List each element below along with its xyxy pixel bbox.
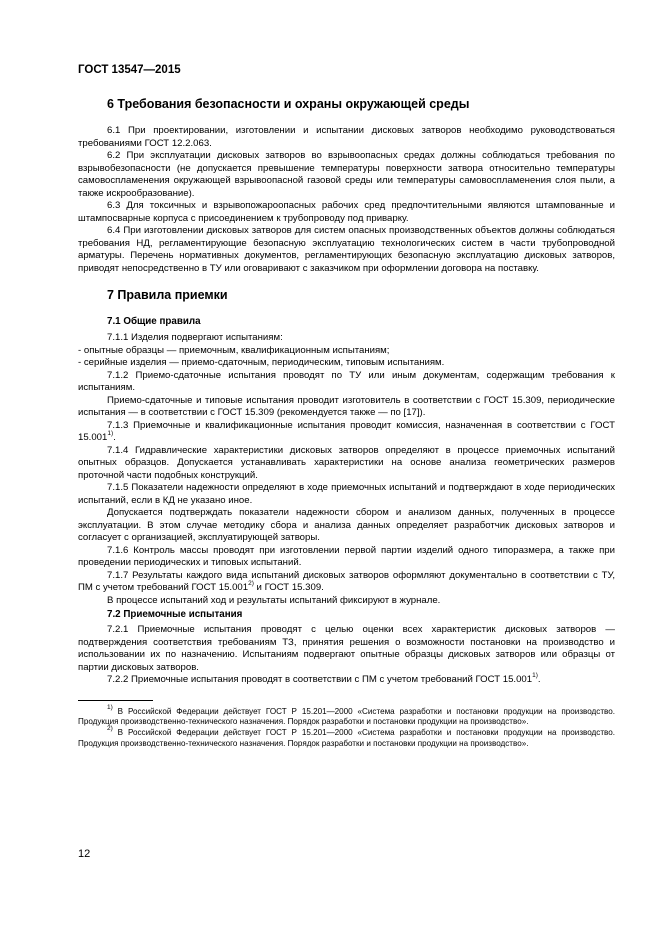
footnote-1 [78,703,615,729]
paragraph-7-1-3-text: 7.1.3 Приемочные и квалификационные испытания проводит комиссия, назначенная в соответствии с ГОСТ 15.001 [78,419,615,443]
paragraph-7-1-1: 7.1.1 Изделия подвергают испытаниям: [107,332,283,343]
footnote-2 [78,725,615,750]
footnote-1-mark: 1) [107,703,113,711]
section-7-heading: 7 Правила приемки [107,288,228,302]
footnote-1-text: В Российской Федерации действует ГОСТ Р 15.201—2000 «Система разработки и постановки продукции на производство. Продукция производственно-технического назначения. Порядок разработки и постановки продукции на производство». [78,706,615,727]
footnote-2-text: В Российской Федерации действует ГОСТ Р 15.201—2000 «Система разработки и постановки продукции на производство. Продукция производственно-технического назначения. Порядок разработки и постановки продукции на производство». [78,728,615,748]
paragraph-7-2-2 [78,671,615,687]
paragraph-7-1-7-end: и ГОСТ 15.309. [253,582,324,593]
paragraph-7-1-3-end: . [113,432,116,443]
paragraph-7-1-5: 7.1.5 Показатели надежности определяют в ходе приемочных испытаний и подтверждают в ходе периодических испытаний, если в КД не указано иное. [78,482,615,506]
paragraph-6-2: 6.2 При эксплуатации дисковых затворов во взрывоопасных средах должны соблюдаться требования по взрывобезопасности (не допускается превышение температуры поверхности затвора относительно температуры самовоспламенения окружающей взрывоопасной газовой среды или температуры самовоспламенения слоя пыли, а также искрообразование). [78,150,615,199]
paragraph-7-1-4: 7.1.4 Гидравлические характеристики дисковых затворов определяют в процессе приемочных испытаний опытных образцов. Допускается устанавливать характеристики на основе анализа геометрических размеров проточной части подобных конструкций. [78,444,615,481]
paragraph-7-1-3 [78,420,615,445]
paragraph-7-1-2-cont: Приемо-сдаточные и типовые испытания проводит изготовитель в соответствии с ГОСТ 15.309, периодические испытания — в соответствии с ГОСТ 15.309 (рекомендуется также — по [17]). [78,394,615,418]
page-number: 12 [78,848,91,860]
paragraph-7-1-7 [78,570,615,595]
paragraph-7-2-1: 7.2.1 Приемочные испытания проводят с целью оценки всех характеристик дисковых затворов — подтверждения соответствия требованиям ТЗ, принятия решения о возможности постановки на производство и использовании их по назначению. Испытаниям подвергают опытные образцы дисковых затворов или образцы от партии дисковых затворов. [78,624,615,673]
paragraph-7-2-2-end: . [537,674,541,685]
footnote-ref-1: 1) [107,429,114,437]
document-body [78,92,615,750]
subsection-7-1-heading: 7.1 Общие правила [107,316,201,327]
paragraph-7-1-6: 7.1.6 Контроль массы проводят при изготовлении первой партии изделий одного типоразмера, а также при проведении периодических и типовых испытаний. [78,544,615,568]
paragraph-6-4: 6.4 При изготовлении дисковых затворов для систем опасных производственных объектов должны соблюдаться требования НД, регламентирующие безопасную эксплуатацию технологических систем в части трубопроводной арматуры. Перечень нормативных документов, регламентирующих безопасную эксплуатацию дисковых затворов, приводят непосредственно в ТУ или оговаривают с заказчиком при оформлении договора на поставку. [78,225,615,274]
footnote-ref-2: 2) [248,579,254,587]
subsection-7-2-heading: 7.2 Приемочные испытания [107,609,243,620]
footnote-divider [78,700,153,701]
paragraph-7-1-7-cont: В процессе испытаний ход и результаты испытаний фиксируют в журнале. [107,594,441,606]
paragraph-6-3: 6.3 Для токсичных и взрывопожароопасных рабочих сред предпочтительными являются штампованные и штампосварные корпуса с присоединением к трубопроводу под приварку. [78,200,615,224]
section-6-heading: 6 Требования безопасности и охраны окружающей среды [107,97,470,111]
paragraph-7-1-2: 7.1.2 Приемо-сдаточные испытания проводят по ТУ или иным документам, содержащим требования к испытаниям. [78,369,615,393]
paragraph-7-1-5-cont: Допускается подтверждать показатели надежности сбором и анализом данных, полученных в процессе эксплуатации. В этом случае методику сбора и анализа данных определяет разработчик дисковых затворов и согласует с организацией, эксплуатирующей затворы. [78,507,615,543]
footnotes [78,703,615,750]
list-item-serial: - серийные изделия — приемо-сдаточным, периодическим, типовым испытаниям. [78,357,445,368]
list-item-prototypes: - опытные образцы — приемочным, квалификационным испытаниям; [78,344,390,356]
paragraph-6-1: 6.1 При проектировании, изготовлении и испытании дисковых затворов необходимо руководствоваться требованиями ГОСТ 12.2.063. [78,125,615,149]
paragraph-7-2-2-text: 7.2.2 Приемочные испытания проводят в соответствии с ПМ с учетом требований ГОСТ 15.001 [107,674,533,685]
paragraph-7-1-7-text: 7.1.7 Результаты каждого вида испытаний дисковых затворов оформляют документально в соответствии с ТУ, ПМ с учетом требований ГОСТ 15.001 [78,569,615,593]
document-header: ГОСТ 13547—2015 [78,64,181,76]
footnote-2-mark: 2) [107,725,113,733]
footnote-ref-1b: 1) [532,671,538,679]
